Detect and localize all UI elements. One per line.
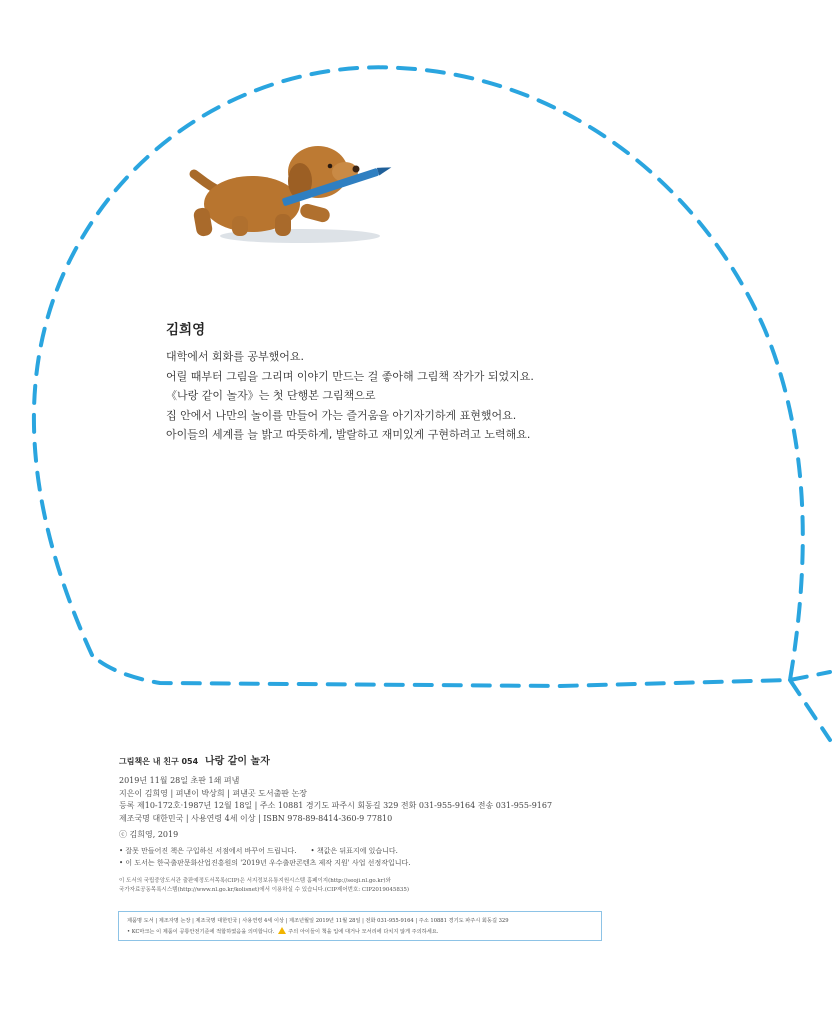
book-title: 나랑 같이 놀자	[204, 756, 270, 767]
product-safety-box	[118, 911, 602, 941]
copyright-notice: ⓒ 김희영, 2019	[119, 830, 179, 839]
cip-line: 국가자료공동목록시스템(http://www.nl.go.kr/kolisnet)에서 이용하실 수 있습니다.(CIP제어번호: CIP2019045835)	[119, 887, 410, 893]
dog-eye	[328, 164, 333, 169]
colophon	[119, 752, 719, 895]
dog-nose	[353, 166, 360, 173]
author-bio-line: 대학에서 회화를 공부했어요.	[166, 350, 305, 363]
note-text: • 책값은 뒤표지에 있습니다.	[310, 847, 398, 855]
author-bio-line: 아이들의 세계를 늘 밝고 따뜻하게, 발랄하고 재미있게 구현하려고 노력해요.	[166, 428, 531, 442]
cip-info	[119, 877, 719, 895]
author-bio-line: 집 안에서 나만의 놀이를 만들어 가는 즐거움을 아기자기하게 표현했어요.	[166, 408, 517, 422]
dog-leg	[275, 214, 291, 236]
author-name: 김희영	[166, 322, 206, 338]
author-section	[166, 318, 606, 445]
safety-line: 제품명 도서 | 제조자명 논장 | 제조국명 대한민국 | 사용연령 4세 이상 | 제조년월일 2019년 11월 28일 | 전화 031-955-9164 | 주소 10881 경기도 파주시 회동길 329	[127, 918, 509, 924]
publication-line: 지은이 김희영 | 펴낸이 박상희 | 펴낸곳 도서출판 논장	[119, 788, 308, 798]
notes	[119, 846, 719, 869]
colophon-heading	[119, 752, 719, 767]
note-text: • 잘못 만들어진 책은 구입하신 서점에서 바꾸어 드립니다.	[119, 847, 297, 855]
dog-leg	[232, 216, 248, 236]
author-bio-line: 《나랑 같이 놀자》는 첫 단행본 그림책으로	[166, 389, 376, 403]
note-line	[119, 846, 719, 858]
dog-illustration	[180, 136, 400, 246]
publication-line: 2019년 11월 28일 초판 1쇄 펴냄	[119, 776, 240, 785]
kc-mark-note: • KC마크는 이 제품이 공통안전기준에 적합하였음을 의미합니다.	[127, 929, 275, 935]
author-bio-line: 어릴 때부터 그림을 그리며 이야기 만드는 걸 좋아해 그림책 작가가 되었지요.	[166, 369, 534, 383]
warning-icon	[278, 927, 286, 934]
note-line	[119, 858, 719, 870]
safety-line	[127, 927, 593, 938]
dog-leg	[299, 202, 332, 223]
publication-line: 등록 제10-172호·1987년 12월 18일 | 주소 10881 경기도 파주시 회동길 329 전화 031-955-9164 전송 031-955-9167	[119, 801, 553, 810]
publication-line: 제조국명 대한민국 | 사용연령 4세 이상 | ISBN 978-89-8414-360-9 77810	[119, 813, 393, 823]
note-text: • 이 도서는 한국출판문화산업진흥원의 '2019년 우수출판콘텐츠 제작 지원' 사업 선정작입니다.	[119, 858, 411, 867]
caution-note: 주의 아이들이 책을 입에 대거나 모서리에 다치지 않게 주의하세요.	[288, 929, 439, 935]
series-label: 그림책은 내 친구 054	[119, 757, 199, 766]
cip-line: 이 도서의 국립중앙도서관 출판예정도서목록(CIP)은 서지정보유통지원시스템 홈페이지(http://seoji.nl.go.kr)와	[119, 878, 391, 884]
